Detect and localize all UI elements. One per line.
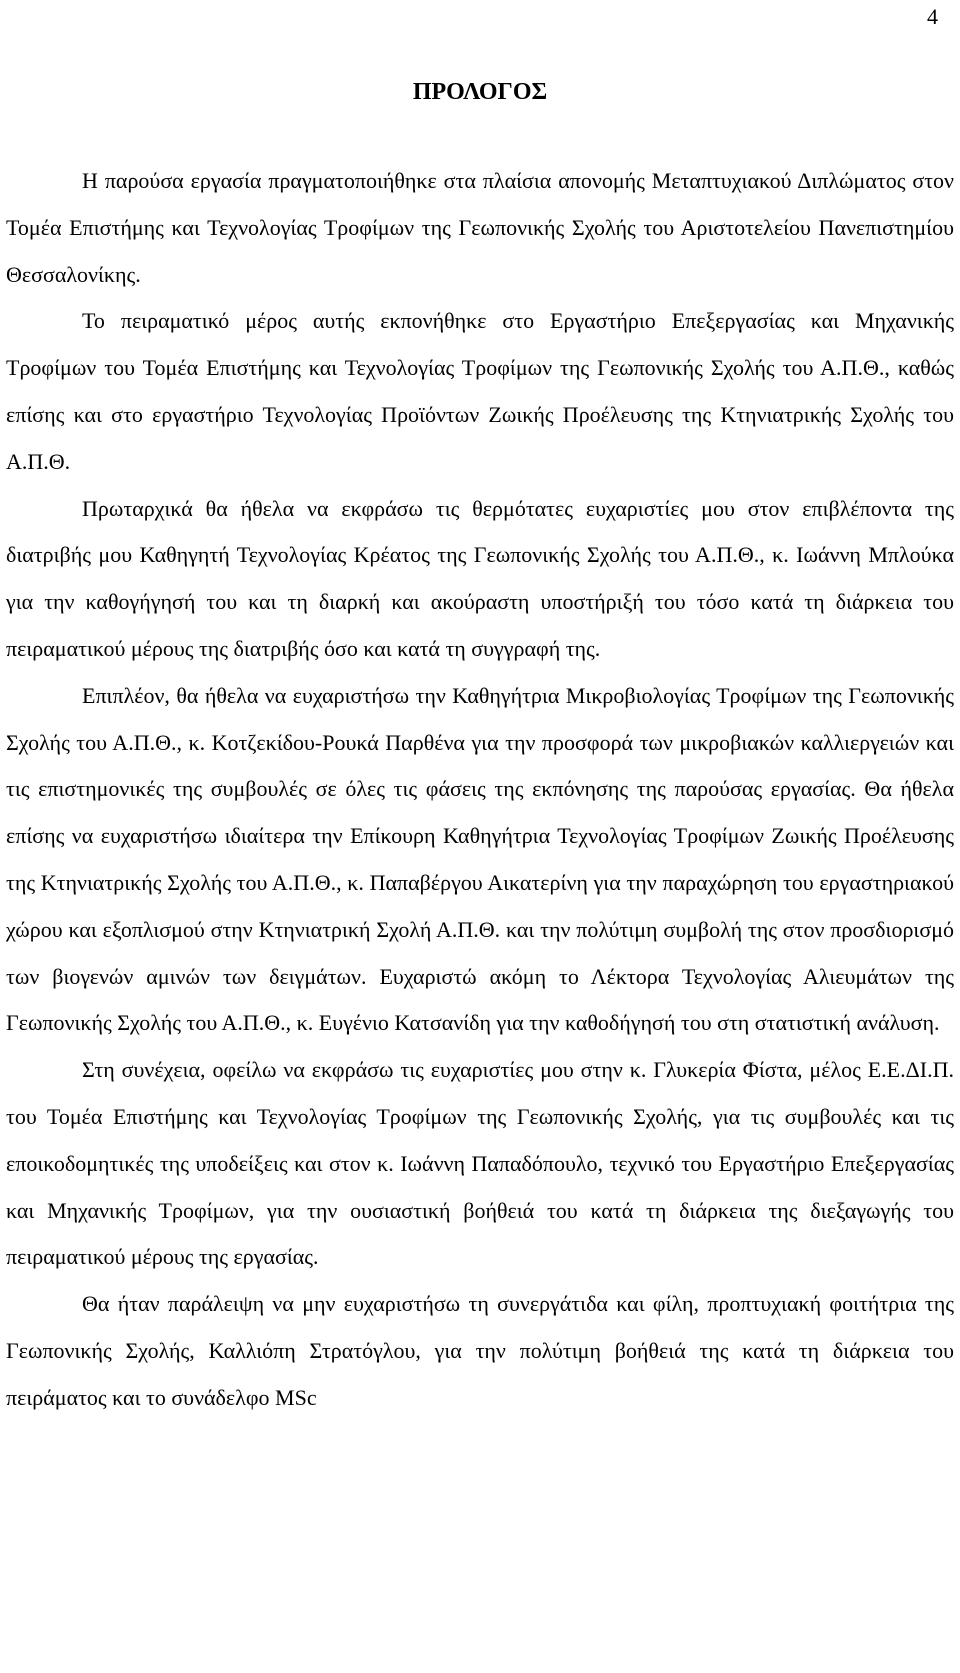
page-title: ΠΡΟΛΟΓΟΣ	[412, 79, 548, 105]
page-number: 4	[927, 4, 938, 29]
paragraph-additional-thanks: Επιπλέον, θα ήθελα να ευχαριστήσω την Καθηγήτρια Μικροβιολογίας Τροφίμων της Γεωπονικής Σχολής του Α.Π.Θ., κ. Κοτζεκίδου-Ρουκά Παρθένα για την προσφορά των μικροβιακών καλλιεργειών και τις επιστημονικές της συμβουλές σε όλες τις φάσεις της εκπόνησης της παρούσας εργασίας. Θα ήθελα επίσης να ευχαριστήσω ιδιαίτερα την Επίκουρη Καθηγήτρια Τεχνολογίας Τροφίμων Ζωικής Προέλευσης της Κτηνιατρικής Σχολής του Α.Π.Θ., κ. Παπαβέργου Αικατερίνη για την παραχώρηση του εργαστηριακού χώρου και εξοπλισμού στην Κτηνιατρική Σχολή Α.Π.Θ. και την πολύτιμη συμβολή της στον προσδιορισμό των βιογενών αμινών των δειγμάτων. Ευχαριστώ ακόμη το Λέκτορα Τεχνολογίας Αλιευμάτων της Γεωπονικής Σχολής του Α.Π.Θ., κ. Ευγένιο Κατσανίδη για την καθοδήγησή του στη στατιστική ανάλυση.	[6, 682, 954, 1036]
paragraph-staff-thanks: Στη συνέχεια, οφείλω να εκφράσω τις ευχαριστίες μου στην κ. Γλυκερία Φίστα, μέλος Ε.Ε.ΔΙ.Π. του Τομέα Επιστήμης και Τεχνολογίας Τροφίμων της Γεωπονικής Σχολής, για τις συμβουλές και τις εποικοδομητικές της υποδείξεις και στον κ. Ιωάννη Παπαδόπουλο, τεχνικό του Εργαστήριο Επεξεργασίας και Μηχανικής Τροφίμων, για την ουσιαστική βοήθειά του κατά τη διάρκεια της διεξαγωγής του πειραματικού μέρους της εργασίας.	[6, 1057, 954, 1270]
paragraph-experimental-part: Το πειραματικό μέρος αυτής εκπονήθηκε στο Εργαστήριο Επεξεργασίας και Μηχανικής Τροφίμων του Τομέα Επιστήμης και Τεχνολογίας Τροφίμων της Γεωπονικής Σχολής του Α.Π.Θ., καθώς επίσης και στο εργαστήριο Τεχνολογίας Προϊόντων Ζωικής Προέλευσης της Κτηνιατρικής Σχολής του Α.Π.Θ.	[6, 308, 954, 474]
paragraph-supervisor-thanks: Πρωταρχικά θα ήθελα να εκφράσω τις θερμότατες ευχαριστίες μου στον επιβλέποντα της διατριβής μου Καθηγητή Τεχνολογίας Κρέατος της Γεωπονικής Σχολής του Α.Π.Θ., κ. Ιωάννη Μπλούκα για την καθογήγησή του και τη διαρκή και ακούραστη υποστήριξή του τόσο κατά τη διάρκεια του πειραματικού μέρους της διατριβής όσο και κατά τη συγγραφή της.	[6, 495, 954, 661]
paragraph-intro: Η παρούσα εργασία πραγματοποιήθηκε στα πλαίσια απονομής Μεταπτυχιακού Διπλώματος στον Τομέα Επιστήμης και Τεχνολογίας Τροφίμων της Γεωπονικής Σχολής του Αριστοτελείου Πανεπιστημίου Θεσσαλονίκης.	[6, 168, 954, 287]
document-body	[6, 158, 954, 1422]
paragraph-colleague-thanks: Θα ήταν παράλειψη να μην ευχαριστήσω τη συνεργάτιδα και φίλη, προπτυχιακή φοιτήτρια της Γεωπονικής Σχολής, Καλλιόπη Στρατόγλου, για την πολύτιμη βοήθειά της κατά τη διάρκεια του πειράματος και το συνάδελφο MSc	[6, 1291, 954, 1410]
